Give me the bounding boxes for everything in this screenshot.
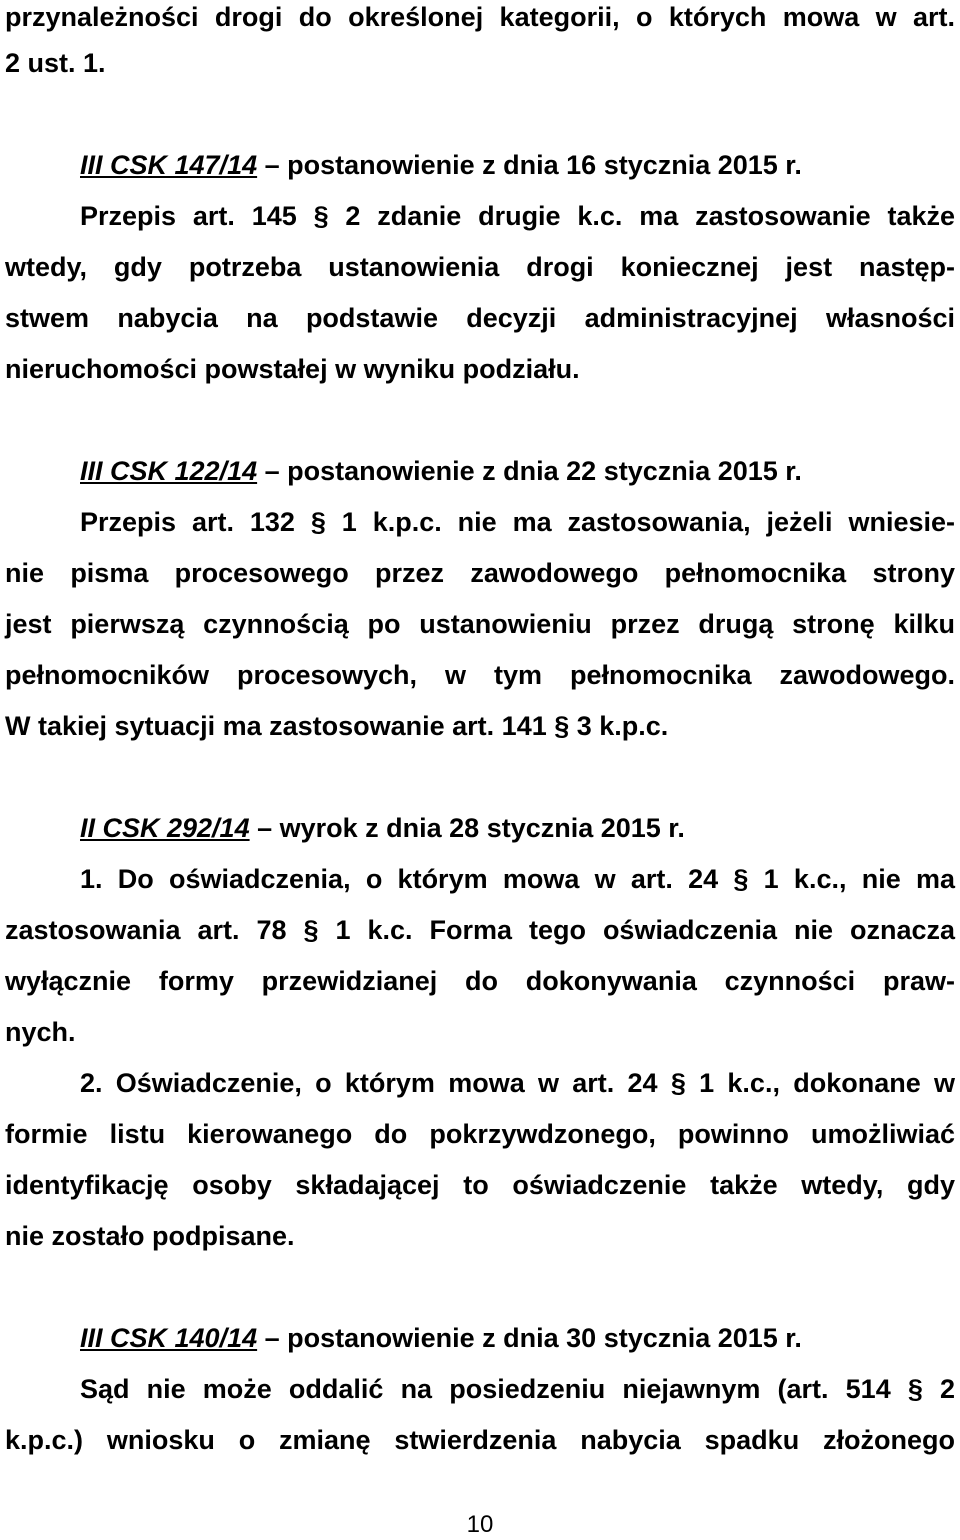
body-line: identyfikację osoby składającej to oświadczenie także wtedy, gdy [5,1170,955,1200]
continuation-line-2: 2 ust. 1. [5,48,106,78]
case-heading-122 [80,454,955,488]
body-line: formie listu kierowanego do pokrzywdzonego, powinno umożliwiać [5,1119,955,1149]
case-id: II CSK 292/14 [80,813,250,843]
case-id: III CSK 147/14 [80,150,258,180]
case-heading-rest: – postanowienie z dnia 22 stycznia 2015 r. [257,456,802,486]
body-line: Sąd nie może oddalić na posiedzeniu niejawnym (art. 514 § 2 [80,1374,955,1404]
document-page [5,0,955,1537]
case-heading-292 [80,811,955,845]
body-line: 2. Oświadczenie, o którym mowa w art. 24 § 1 k.c., dokonane w [80,1068,955,1098]
body-line: stwem nabycia na podstawie decyzji administracyjnej własności [5,303,955,333]
body-line: k.p.c.) wniosku o zmianę stwierdzenia nabycia spadku złożonego [5,1425,955,1455]
body-line: zastosowania art. 78 § 1 k.c. Forma tego oświadczenia nie oznacza [5,915,955,945]
body-line: W takiej sytuacji ma zastosowanie art. 141 § 3 k.p.c. [5,711,669,741]
case-heading-140 [80,1321,955,1355]
body-line: pełnomocników procesowych, w tym pełnomocnika zawodowego. [5,660,955,690]
body-line: Przepis art. 132 § 1 k.p.c. nie ma zastosowania, jeżeli wniesie- [80,507,955,537]
case-id: III CSK 140/14 [80,1323,258,1353]
body-line: jest pierwszą czynnością po ustanowieniu przez drugą stronę kilku [5,609,955,639]
case-heading-rest: – postanowienie z dnia 30 stycznia 2015 r. [257,1323,802,1353]
body-line: wtedy, gdy potrzeba ustanowienia drogi koniecznej jest następ- [5,252,955,282]
body-line: wyłącznie formy przewidzianej do dokonywania czynności praw- [5,966,955,996]
body-line: nych. [5,1017,76,1047]
body-line: Przepis art. 145 § 2 zdanie drugie k.c. ma zastosowanie także [80,201,955,231]
continuation-line-1: przynależności drogi do określonej kategorii, o których mowa w art. [5,2,955,32]
body-line: nieruchomości powstałej w wyniku podziału. [5,354,580,384]
case-heading-147 [80,148,955,182]
case-heading-rest: – postanowienie z dnia 16 stycznia 2015 r. [257,150,802,180]
case-heading-rest: – wyrok z dnia 28 stycznia 2015 r. [249,813,685,843]
case-id: III CSK 122/14 [80,456,258,486]
body-line: 1. Do oświadczenia, o którym mowa w art. 24 § 1 k.c., nie ma [80,864,955,894]
body-line: nie pisma procesowego przez zawodowego pełnomocnika strony [5,558,955,588]
page-number: 10 [466,1511,494,1538]
body-line: nie zostało podpisane. [5,1221,295,1251]
